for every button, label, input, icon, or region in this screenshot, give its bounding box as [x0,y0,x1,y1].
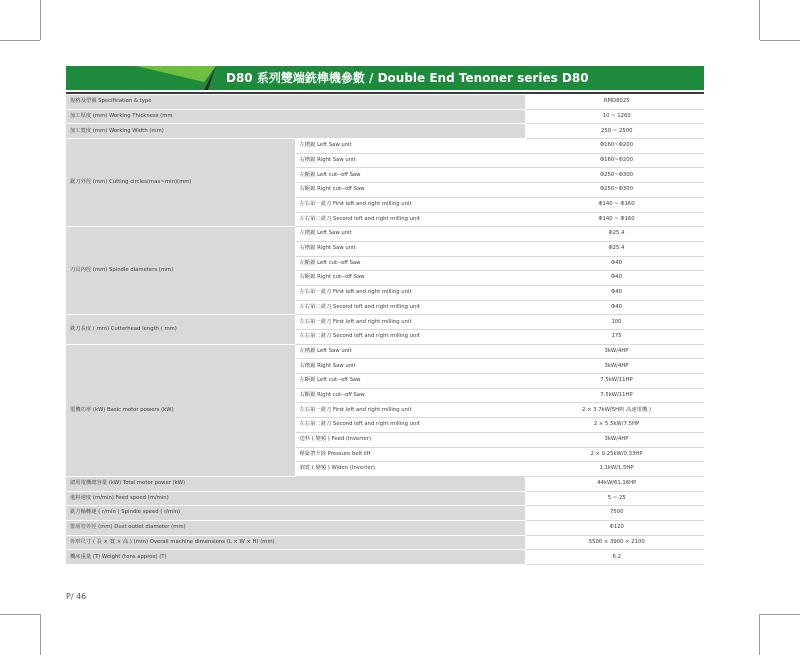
row-value: 5500 × 3900 × 2100 [525,535,704,550]
sub-label: 左右第一銑刀 First left and right milling unit [295,315,525,330]
sub-label: 右斷鋸 Right cut--off Saw [295,271,525,286]
row-value: Φ40 [525,256,704,271]
sub-label: 左右第二銑刀 Second left and right milling unit [295,212,525,227]
table-row [66,344,704,359]
crop-mark [759,0,760,40]
page-number: P/ 46 [66,592,87,601]
row-value: Φ160~Φ200 [525,153,704,168]
sub-label: 調寬 ( 變頻 ) Widen (Inverter) [295,462,525,477]
row-value: Φ250~Φ300 [525,183,704,198]
sub-label: 左右第一銑刀 First left and right milling unit [295,285,525,300]
row-label: 加工寬度 (mm) Working Width (mm) [66,124,525,139]
sub-label: 右槽鋸 Right Saw unit [295,153,525,168]
sub-label: 右斷鋸 Right cut--off Saw [295,183,525,198]
row-value: 10 ~ 1260 [525,109,704,124]
spec-table [66,95,704,565]
row-value: 3kW/4HP [525,344,704,359]
table-row [66,315,704,330]
row-value: 5 ~ 25 [525,491,704,506]
row-value: 3kW/4HP [525,359,704,374]
sub-label: 右斷鋸 Right cut--off Saw [295,388,525,403]
row-value: Φ25.4 [525,241,704,256]
crop-mark [760,614,800,615]
crop-mark [0,40,40,41]
sub-label: 左斷鋸 Left cut--off Saw [295,168,525,183]
row-value: 3kW/4HP [525,432,704,447]
row-value: 2 × 0.25kW/0.33HP [525,447,704,462]
row-label: 機床重量 (T) Weight (tons approx) (T) [66,550,525,565]
row-value: Φ40 [525,300,704,315]
row-label: 加工厚度 (mm) Working Thickness (mm [66,109,525,124]
row-value: Φ25.4 [525,227,704,242]
row-value: RMD8025 [525,95,704,109]
row-value: 1.1kW/1.5HP [525,462,704,477]
row-value: 250 ~ 2500 [525,124,704,139]
row-label: 外形尺寸 ( 長 × 寬 × 高 ) (mm) Overall machine dimensions (L × W × H) (mm) [66,535,525,550]
row-value: 175 [525,330,704,345]
banner-underline [66,92,704,94]
sub-label: 左右第一銑刀 First left and right milling unit [295,197,525,212]
row-value: Φ40 [525,271,704,286]
row-value: Φ140 ~ Φ160 [525,212,704,227]
table-row [66,227,704,242]
group-label: 電機功率 (kW) Basic motor powers (kW) [66,344,295,476]
sub-label: 壓緊帶升降 Pressure belt lift [295,447,525,462]
table-row [66,109,704,124]
table-row [66,491,704,506]
sub-label: 左右第二銑刀 Second left and right milling unit [295,330,525,345]
sub-label: 左右第二銑刀 Second left and right milling unit [295,418,525,433]
row-value: 2 × 3.7kW/5HP( 高速電機 ) [525,403,704,418]
row-value: 100 [525,315,704,330]
sub-label: 左斷鋸 Left cut--off Saw [295,256,525,271]
page-title: D80 系列雙端銑榫機參數 / Double End Tenoner series D80 [226,71,589,85]
row-value: Φ40 [525,285,704,300]
crop-mark [40,0,41,40]
sub-label: 左斷鋸 Left cut--off Saw [295,374,525,389]
row-value: Φ140 ~ Φ160 [525,197,704,212]
sub-label: 左槽鋸 Left Saw unit [295,139,525,154]
table-row [66,139,704,154]
row-value: Φ120 [525,520,704,535]
crop-mark [0,614,40,615]
row-value: 2 × 5.5kW/7.5HP [525,418,704,433]
sub-label: 左右第二銑刀 Second left and right milling unit [295,300,525,315]
sub-label: 左槽鋸 Left Saw unit [295,227,525,242]
table-row [66,506,704,521]
crop-mark [759,614,760,655]
row-value: 7.5kW/11HP [525,388,704,403]
row-value: 6.2 [525,550,704,565]
table-row [66,520,704,535]
group-label: 刀具內徑 (mm) Spindle diameters (mm) [66,227,295,315]
row-value: Φ250~Φ300 [525,168,704,183]
sub-label: 左槽鋸 Left Saw unit [295,344,525,359]
row-label: 規格及型號 Specification & type [66,95,525,109]
sub-label: 右槽鋸 Right Saw unit [295,359,525,374]
table-row [66,476,704,491]
row-value: 7500 [525,506,704,521]
table-row [66,95,704,109]
table-row [66,550,704,565]
crop-mark [760,40,800,41]
sub-label: 送料 ( 變頻 ) Feed (Inverter) [295,432,525,447]
title-banner [66,66,704,90]
row-value: 44kW/61.16HP [525,476,704,491]
crop-mark [40,614,41,655]
table-row [66,535,704,550]
group-label: 銑刀長度 ( mm) Cutterhead length ( mm) [66,315,295,344]
row-label: 排屑管外徑 (mm) Dust outlet diameter (mm) [66,520,525,535]
group-label: 鋸刀外徑 (mm) Cutting circles(max~min)(mm) [66,139,295,227]
row-label: 總用電機總容量 (kW) Total motor power (kW) [66,476,525,491]
table-row [66,124,704,139]
row-label: 進料速度 (m/min) Feed speed (m/min) [66,491,525,506]
row-value: Φ160~Φ200 [525,139,704,154]
row-value: 7.5kW/11HP [525,374,704,389]
sub-label: 左右第一銑刀 First left and right milling unit [295,403,525,418]
row-label: 銑刀軸轉速 ( r/min ) Spindle speed ( r/min) [66,506,525,521]
sub-label: 右槽鋸 Right Saw unit [295,241,525,256]
